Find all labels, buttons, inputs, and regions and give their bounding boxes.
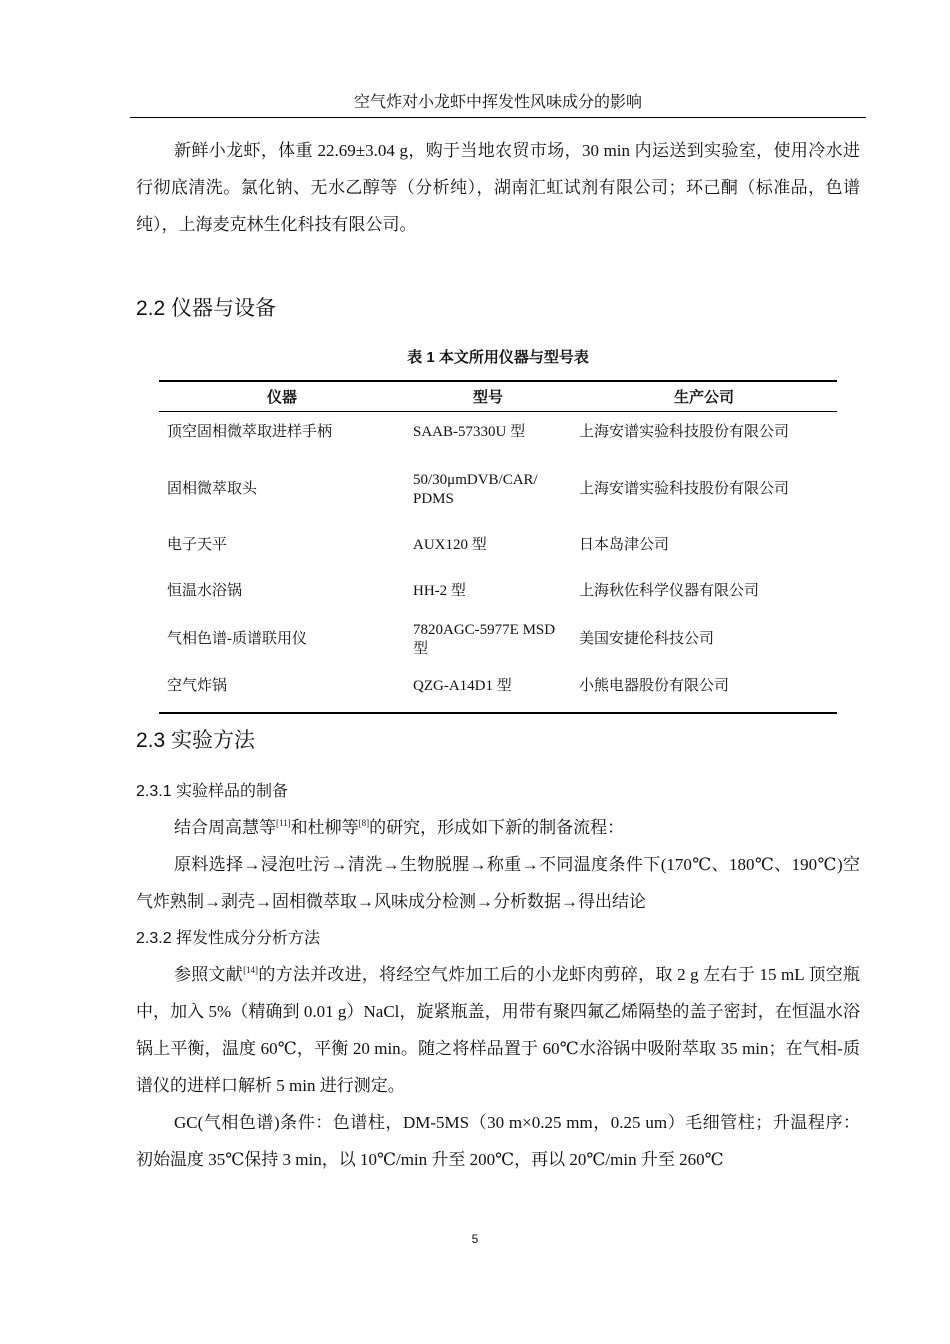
section-2-3-1-heading: 2.3.1 实验样品的制备	[136, 783, 289, 800]
running-header: 空气炸对小龙虾中挥发性风味成分的影响	[353, 94, 642, 111]
analysis-method-paragraph	[136, 956, 860, 1104]
cell-model: 7820AGC-5977E MSD 型	[413, 621, 556, 657]
cell-instrument: 气相色谱-质谱联用仪	[167, 631, 307, 647]
citation-ref: [11]	[276, 818, 291, 828]
table-row	[159, 662, 837, 713]
table-row	[159, 412, 837, 454]
section-2-3-heading: 2.3 实验方法	[136, 729, 256, 752]
cell-instrument: 固相微萃取头	[167, 481, 258, 497]
table-row	[159, 526, 837, 566]
text-run: 的方法并改进，将经空气炸加工后的小龙虾肉剪碎，取 2 g 左右于 15 mL 顶空瓶中，加入 5%（精确到 0.01 g）NaCl，旋紧瓶盖，用带有聚四氟乙烯隔垫的盖子密封，在恒温水浴锅上平衡，温度 60℃，平衡 20 min。随之将样品置于 60℃水浴锅中吸附萃取 35 min；在气相-质谱仪的进样口解析 5 min 进行测定。	[136, 965, 861, 1095]
sample-prep-paragraph	[136, 809, 860, 846]
cell-model: HH-2 型	[413, 583, 466, 599]
cell-company: 日本岛津公司	[579, 537, 670, 553]
header-instrument: 仪器	[159, 381, 405, 412]
citation-ref: [14]	[243, 965, 259, 975]
header-rule	[130, 117, 866, 118]
process-flow-paragraph: 原料选择→浸泡吐污→清洗→生物脱腥→称重→不同温度条件下(170℃、180℃、190℃)空气炸熟制→剥壳→固相微萃取→风味成分检测→分析数据→得出结论	[136, 855, 860, 911]
text-run: 和杜柳等	[290, 818, 359, 837]
cell-company: 上海安谱实验科技股份有限公司	[579, 481, 790, 497]
text-run: 结合周高慧等	[174, 818, 276, 837]
cell-company: 小熊电器股份有限公司	[571, 662, 837, 713]
cell-model: AUX120 型	[413, 537, 487, 553]
instrument-table	[159, 380, 837, 714]
cell-instrument: 空气炸锅	[159, 662, 405, 713]
page-number: 5	[471, 1232, 479, 1246]
cell-company: 上海安谱实验科技股份有限公司	[579, 424, 790, 441]
header-model: 型号	[405, 381, 571, 412]
gc-conditions-paragraph: GC(气相色谱)条件：色谱柱，DM-5MS（30 m×0.25 mm，0.25 um）毛细管柱；升温程序：初始温度 35℃保持 3 min，以 10℃/min 升至 200℃，再以 20℃/min 升至 260℃	[136, 1113, 860, 1169]
intro-paragraph: 新鲜小龙虾，体重 22.69±3.04 g，购于当地农贸市场，30 min 内运送到实验室，使用冷水进行彻底清洗。氯化钠、无水乙醇等（分析纯），湖南汇虹试剂有限公司；环己酮（标准品，色谱纯），上海麦克林生化科技有限公司。	[136, 141, 860, 234]
table-row	[159, 618, 837, 662]
citation-ref: [8]	[358, 818, 370, 828]
cell-model: SAAB-57330U 型	[413, 424, 526, 441]
cell-model: 50/30μmDVB/CAR/ PDMS	[413, 471, 538, 507]
section-2-3-2-heading: 2.3.2 挥发性成分分析方法	[136, 930, 321, 947]
cell-instrument: 电子天平	[167, 537, 228, 553]
section-2-2-heading: 2.2 仪器与设备	[136, 297, 277, 320]
cell-instrument: 恒温水浴锅	[167, 583, 243, 599]
text-run: 的研究，形成如下新的制备流程：	[369, 818, 625, 837]
cell-company: 美国安捷伦科技公司	[579, 631, 715, 647]
header-company: 生产公司	[571, 381, 837, 412]
table-1-caption: 表 1 本文所用仪器与型号表	[407, 349, 589, 366]
cell-model: QZG-A14D1 型	[405, 662, 571, 713]
table-header-row	[159, 381, 837, 412]
table-row	[159, 566, 837, 618]
text-run: 参照文献	[174, 965, 244, 984]
cell-company: 上海秋佐科学仪器有限公司	[579, 583, 760, 599]
cell-instrument: 顶空固相微萃取进样手柄	[167, 424, 333, 441]
table-row	[159, 454, 837, 526]
